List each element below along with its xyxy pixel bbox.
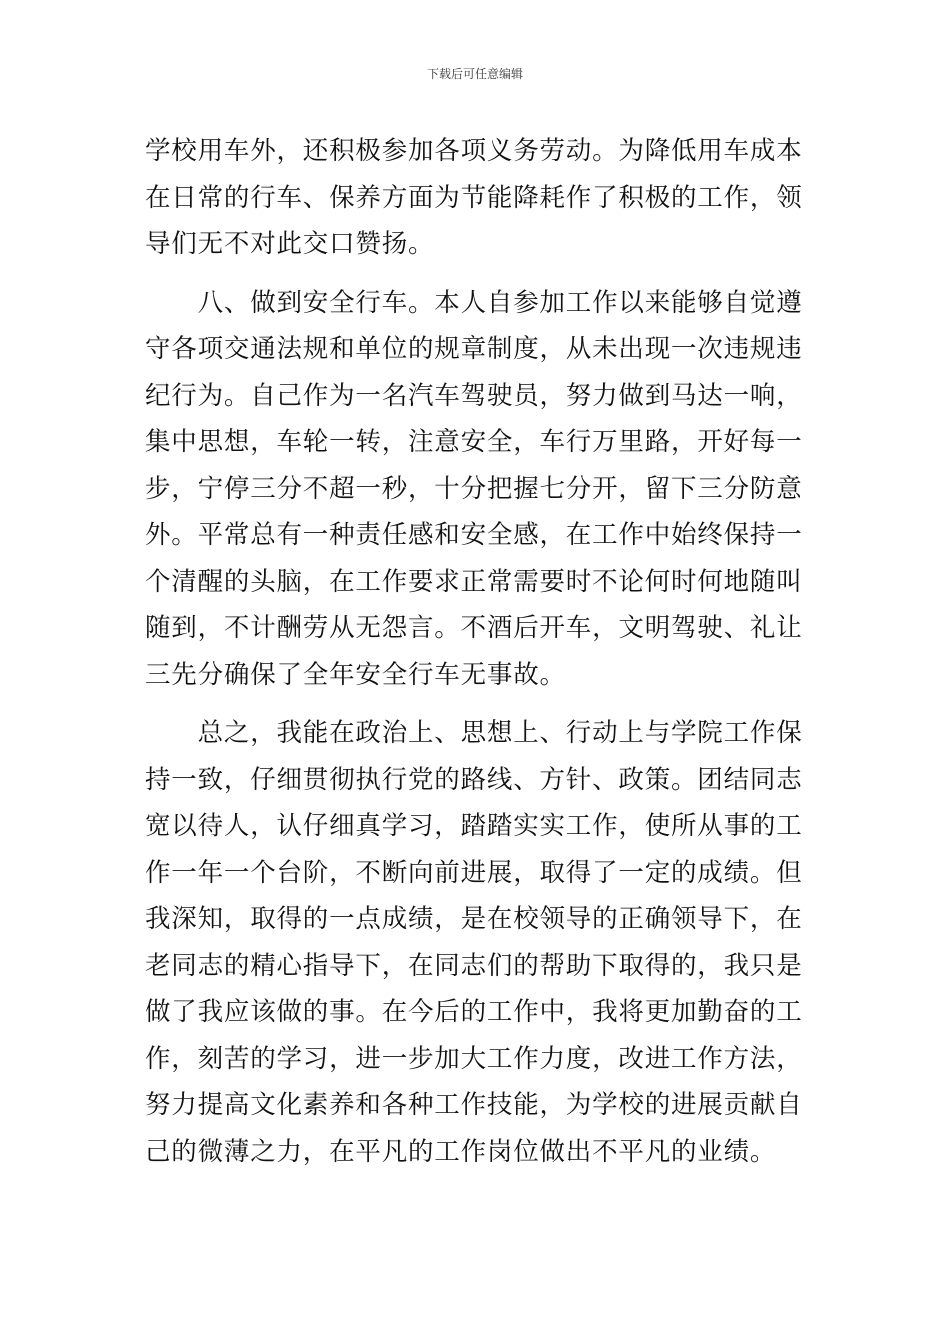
text-line: 宽以待人，认仔细真学习，踏踏实实工作，使所从事的工: [145, 811, 803, 841]
text-line: 八、做到安全行车。本人自参加工作以来能够自觉遵: [145, 287, 803, 318]
page-header-note: 下载后可任意编辑: [426, 67, 523, 81]
text-line: 老同志的精心指导下，在同志们的帮助下取得的，我只是: [145, 950, 803, 981]
text-line: 纪行为。自己作为一名汽车驾驶员，努力做到马达一响，: [145, 380, 803, 411]
text-line: 作，刻苦的学习，进一步加大工作力度，改进工作方法，: [145, 1043, 803, 1074]
text-line: 努力提高文化素养和各种工作技能，为学校的进展贡献自: [145, 1090, 803, 1120]
paragraph-3: [145, 710, 807, 1175]
text-line: 导们无不对此交口赞扬。: [145, 229, 435, 259]
text-line: 外。平常总有一种责任感和安全感，在工作中始终保持一: [145, 520, 803, 550]
text-line: 集中思想，车轮一转，注意安全，车行万里路，开好每一: [145, 427, 803, 457]
text-line: 我深知，取得的一点成绩，是在校领导的正确领导下，在: [145, 904, 803, 934]
text-line: 总之，我能在政治上、思想上、行动上与学院工作保: [145, 718, 803, 748]
paragraph-1: [145, 128, 807, 268]
text-line: 随到，不计酬劳从无怨言。不酒后开车，文明驾驶、礼让: [145, 613, 803, 643]
document-body: [145, 128, 807, 1175]
paragraph-gap: [145, 698, 807, 710]
paragraph-2: [145, 280, 807, 699]
text-line: 个清醒的头脑，在工作要求正常需要时不论何时何地随叫: [145, 566, 803, 597]
text-line: 己的微薄之力，在平凡的工作岗位做出不平凡的业绩。: [145, 1136, 777, 1167]
text-line: 作一年一个台阶，不断向前进展，取得了一定的成绩。但: [145, 857, 803, 888]
text-line: 守各项交通法规和单位的规章制度，从未出现一次违规违: [145, 334, 803, 364]
text-line: 持一致，仔细贯彻执行党的路线、方针、政策。团结同志: [145, 764, 803, 795]
text-line: 步，宁停三分不超一秒，十分把握七分开，留下三分防意: [145, 473, 803, 504]
text-line: 在日常的行车、保养方面为节能降耗作了积极的工作，领: [145, 182, 803, 213]
text-line: 做了我应该做的事。在今后的工作中，我将更加勤奋的工: [145, 997, 803, 1027]
text-line: 学校用车外，还积极参加各项义务劳动。为降低用车成本: [145, 136, 803, 166]
paragraph-gap: [145, 268, 807, 280]
text-line: 三先分确保了全年安全行车无事故。: [145, 659, 566, 690]
